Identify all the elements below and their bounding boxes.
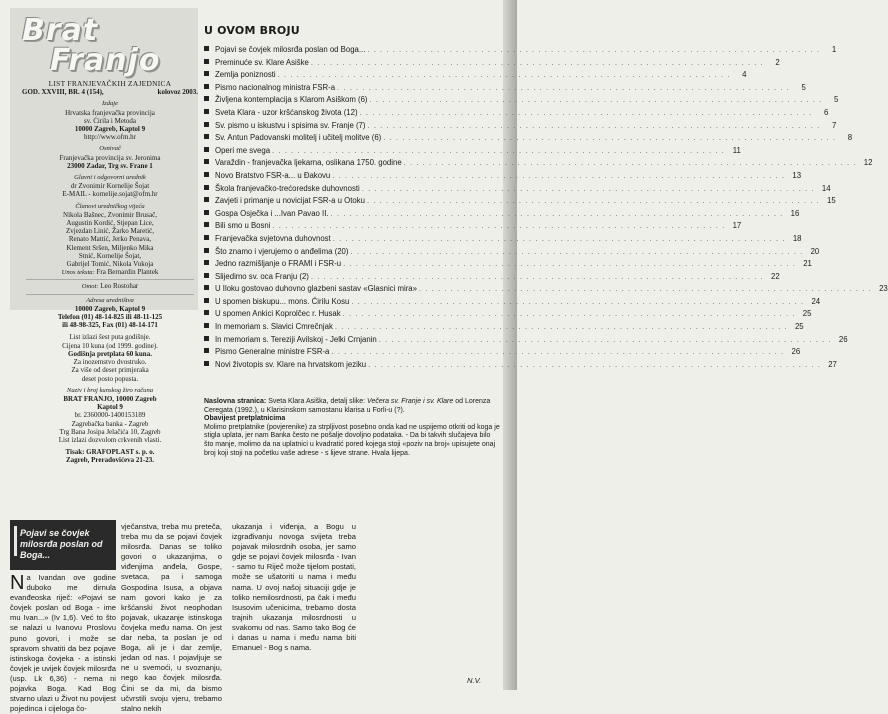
bullet-icon: [204, 361, 209, 366]
leader-dots: [343, 309, 796, 318]
toc-item-page: 17: [732, 221, 742, 231]
toc-item-page: 20: [810, 246, 820, 256]
publication-subtitle: LIST FRANJEVAČKIH ZAJEDNICA: [48, 79, 172, 88]
toc-item-title: Sv. pismo u iskustvu i spisima sv. Franje (7): [215, 120, 366, 130]
pretplata-line: deset posto popusta.: [81, 374, 139, 383]
toc-item[interactable]: [204, 359, 837, 373]
toc-item-title: Operi me svega: [215, 145, 271, 155]
article-headline-box: [10, 520, 116, 570]
toc-item-title: Jedno razmišljanje o FRAMI i FSR-u: [215, 259, 342, 269]
toc-item-title: Franjevačka svjetovna duhovnost: [215, 233, 331, 243]
toc-item-page: 26: [791, 347, 801, 357]
vijece-line: Klement Sršen, Miljenko Mika: [66, 243, 154, 252]
leader-dots: [333, 234, 786, 243]
toc-item-title: Življena kontemplacija s Klarom Asiškom (6): [215, 95, 368, 105]
racun-line: br. 2360000-1400153189: [74, 411, 146, 420]
toc-item-page: 5: [833, 95, 839, 105]
bullet-icon: [204, 159, 209, 164]
bullet-icon: [204, 336, 209, 341]
leader-dots: [332, 171, 785, 180]
article-column-2: [121, 522, 222, 714]
omot-line: Omot: Leo Rostohar: [81, 282, 139, 291]
toc-item-page: 5: [801, 82, 806, 92]
pretplata-line: Za više od deset primjeraka: [71, 366, 149, 375]
impressum: [22, 80, 198, 465]
toc-item[interactable]: [204, 145, 741, 159]
toc-item-title: U spomen Ankici Koprolčec r. Husak: [215, 309, 341, 319]
leader-dots: [368, 360, 821, 369]
toc-item-page: 4: [742, 70, 747, 80]
vijece-label: Članovi uredničkog vijeća: [75, 202, 145, 210]
toc-item-page: 2: [775, 57, 780, 67]
bullet-icon: [204, 197, 209, 202]
leader-dots: [311, 58, 764, 67]
toc-item-page: 27: [828, 359, 837, 369]
bullet-icon: [204, 59, 209, 64]
article-text-1: a Ivandan ove godine duboko me dirnula evanđeoska riječ: «Pojavi se čovjek poslan od Boga - ime mu Ivan...» (Iv 1,6). Već to što se nalazi u Ivanovu Proslovu puno govori, i može se spravom shvatiti da bez pojave istinskoga čovjeka - a istinski čovjek je uvijek čovjek milosrđa (usp. Lk 6,36) - nema ni pojavka Boga. Kad Bog stvarno ulazi u Život nu povijest pojedinca i cijeloga čo-: [10, 573, 116, 714]
racun-line: Trg Bana Josipa Jelačića 10, Zagreb: [59, 427, 161, 436]
leader-dots: [278, 70, 731, 79]
toc-item[interactable]: [204, 284, 888, 297]
bullet-icon: [204, 185, 209, 190]
leader-dots: [370, 95, 823, 104]
vijece-line: Renato Mattić, Jerko Penava,: [68, 235, 152, 244]
adresa-label: Adresa uredništva: [86, 296, 134, 304]
toc-item-title: Sv. Antun Padovanski molitelj i učitelj molitve (6): [215, 133, 382, 143]
urednik-label: Glavni i odgovorni urednik: [74, 174, 146, 182]
toc-item[interactable]: [204, 95, 839, 108]
racun-label: Naziv i broj kunskog žiro računa: [66, 386, 154, 394]
toc-item-title: Varaždin - franjevačka ljekarna, oslikana 1750. godine: [215, 158, 402, 168]
adresa-line: Telefon (01) 48-14-825 ili 48-11-125: [57, 313, 163, 322]
izdaje-line: Hrvatska franjevačka provincija: [65, 108, 155, 117]
toc-item-title: Pismo nacionalnog ministra FSR-a: [215, 82, 336, 92]
bullet-icon: [204, 122, 209, 127]
toc-item[interactable]: [204, 107, 829, 121]
notice-title: Obavijest pretplatnicima: [204, 415, 286, 423]
pretplata-line: Godišnja pretplata 60 kuna.: [68, 349, 152, 358]
toc-item[interactable]: [204, 208, 800, 222]
toc-item-title: In memoriam s. Tereziji Avilskoj - Jelki Crnjanin: [215, 334, 377, 344]
toc-item-title: Sveta Klara - uzor kršćanskog života (12): [215, 107, 358, 117]
izdaje-line: 10000 Zagreb, Kaptol 9: [74, 125, 146, 134]
toc-item-page: 26: [838, 334, 848, 344]
bullet-icon: [204, 172, 209, 177]
toc-item-page: 24: [811, 296, 821, 306]
toc-item-page: 7: [831, 120, 837, 130]
bullet-icon: [204, 310, 209, 315]
toc-item[interactable]: [204, 322, 804, 335]
osnivac-line: 23000 Zadar, Trg sv. Frane 1: [67, 161, 153, 170]
toc-item-title: Novo Bratstvo FSR-a... u Đakovu: [215, 170, 331, 180]
toc-item-title: In memoriam s. Slavici Cmrečnjak: [215, 322, 333, 332]
toc-item-title: Novi životopis sv. Klare na hrvatskom jeziku: [215, 359, 367, 369]
bullet-icon: [204, 298, 209, 303]
leader-dots: [362, 184, 815, 193]
izdaje-line: sv. Ćirila i Metoda: [83, 116, 137, 125]
toc-item[interactable]: [204, 296, 821, 310]
osnivac-label: Osnivač: [99, 145, 121, 153]
toc-item-page: 14: [821, 183, 831, 193]
leader-dots: [367, 45, 820, 54]
article-headline: Pojavi se čovjek milosrđa poslan od Boga...: [20, 528, 103, 560]
toc-item[interactable]: [204, 82, 806, 96]
toc-item-title: Bili smo u Bosni: [215, 221, 271, 231]
leader-dots: [272, 221, 725, 230]
leader-dots: [351, 297, 804, 306]
bullet-icon: [204, 273, 209, 278]
notice-text: Molimo pretplatnike (povjerenike) za strpljivost posebno onda kad ne uspijemo otkriti od koga je stigla uplata, jer nam Banka često ne pošalje dovoljno podataka. - Da bi takvih slučajeva bilo što manje, molimo da na uplatnici u kvadratić pored kojega stoji «poziv na broj» upisujete onaj broj koji stoji na početku vaše adrese - s lijeve strane. Hvala lijepa.: [204, 423, 500, 457]
toc-item[interactable]: [204, 133, 853, 146]
toc-item[interactable]: [204, 271, 780, 285]
leader-dots: [379, 335, 832, 344]
toc-item-title: U spomen biskupu... mons. Ćirilu Kosu: [215, 296, 350, 306]
painting-title: Večera sv. Franje i sv. Klare: [367, 398, 454, 405]
article-column-3: [232, 522, 356, 653]
toc-item-title: Zemlja poniznosti: [215, 70, 276, 80]
bullet-icon: [204, 348, 209, 353]
vijece-line: Augustin Kordić, Stjepan Lice,: [66, 219, 154, 228]
racun-line: Zagrebačka banka - Zagreb: [71, 419, 149, 428]
leader-dots: [337, 83, 790, 92]
toc-item[interactable]: [204, 120, 837, 134]
toc-item-page: 22: [770, 271, 780, 281]
bullet-icon: [204, 46, 209, 51]
izdaje-line: http://www.ofm.hr: [83, 133, 137, 142]
unos-line: Unos teksta: Fra Bernardin Plantek: [61, 268, 159, 277]
leader-dots: [367, 196, 820, 205]
leader-dots: [360, 108, 813, 117]
vijece-line: Stnić, Kornelije Šojat,: [78, 251, 142, 260]
pretplata-line: Cijena 10 kuna (od 1999. godine).: [62, 341, 158, 350]
bullet-icon: [204, 71, 209, 76]
vijece-line: Zvjezdan Linić, Žarko Maretić,: [65, 227, 155, 236]
toc-item[interactable]: [204, 45, 837, 58]
toc-item[interactable]: [204, 259, 812, 272]
leader-dots: [331, 209, 784, 218]
toc-item-title: Zavjeti i primanje u novicijat FSR-a u Otoku: [215, 196, 365, 206]
leader-dots: [350, 247, 803, 256]
toc-item-page: 13: [792, 170, 802, 180]
bullet-icon: [204, 323, 209, 328]
brat-franjo-logo: [22, 13, 197, 84]
tisak-line: Zagreb, Preradovićeva 21-23.: [65, 456, 154, 465]
toc-item-page: 21: [803, 259, 812, 269]
leader-dots: [419, 284, 872, 293]
toc-item[interactable]: [204, 309, 812, 322]
leader-dots: [368, 121, 821, 130]
toc-item-title: Slijedimo sv. oca Franju (2): [215, 271, 309, 281]
pretplata-line: Za inozemstvo dvostruko.: [73, 358, 147, 367]
bullet-icon: [204, 210, 209, 215]
toc-item[interactable]: [204, 158, 873, 171]
toc-item-page: 11: [732, 145, 741, 155]
toc-item-page: 15: [827, 196, 836, 206]
leader-dots: [383, 133, 836, 142]
bullet-icon: [204, 222, 209, 227]
logo-line-1: Brat: [22, 13, 99, 48]
leader-dots: [404, 158, 857, 167]
racun-line: List izlazi dozvolom crkvenih vlasti.: [58, 435, 162, 444]
bullet-icon: [204, 109, 209, 114]
article-column-1: [10, 573, 116, 714]
article-text-3: ukazanja i viđenja, a Bogu u izgrađivanju novoga svijeta treba pojavak milosrdnih osoba, jer samo gdje se pojavi čovjek milosrđa - Ivan - samo tu Riječ može tijelom postati, može se ušatoriti u nama i među nama. U ovoj našoj situaciji gdje je toliko nemilosrdnosti, pa čak i među Isusovim učenicima, trebamo dosta trajnih ukazanja milosrdnosti u svakomu od nas. Samo tako Bog će i danas u nama i među nama biti Emanuel - Bog s nama.: [232, 522, 356, 653]
toc-item-page: 18: [792, 233, 802, 243]
izdaje-label: Izdaje: [101, 100, 119, 108]
toc-item-title: U Iloku gostovao duhovno glazbeni sastav «Glasnici mira»: [215, 284, 417, 294]
toc-item-title: Gospa Osječka i ...Ivan Pavao II.: [215, 208, 329, 218]
toc-item-page: 25: [794, 322, 804, 332]
tisak-line: Tisak: GRAFOPLAST s. p. o.: [65, 448, 155, 457]
toc-title: U OVOM BROJU: [204, 24, 300, 37]
toc-item-page: 1: [831, 45, 837, 54]
racun-line: BRAT FRANJO, 10000 Zagreb: [63, 394, 157, 403]
masthead-box: [10, 8, 198, 465]
cover-caption: Naslovna stranica: Sveta Klara Asiška, detalj slike: Večera sv. Franje i sv. Klare od Lorenza Ceregata (1992.), u Klarisinskom samostanu klarisa u Forli-u (?).: [204, 398, 491, 414]
racun-line: Kaptol 9: [97, 403, 123, 412]
toc-item[interactable]: [204, 334, 848, 348]
toc-item-title: Pismo Generalne ministre FSR-a: [215, 347, 330, 357]
bullet-icon: [204, 84, 209, 89]
toc-item[interactable]: [204, 246, 820, 260]
issue-line: [22, 88, 198, 96]
toc-item-page: 23: [879, 284, 888, 294]
bullet-icon: [204, 96, 209, 101]
toc-item-page: 6: [824, 107, 829, 117]
logo-line-2: Franjo: [50, 43, 161, 78]
issue-date: kolovoz 2003.: [157, 88, 198, 97]
osnivac-line: Franjevačka provincija sv. Jeronima: [59, 153, 161, 162]
toc-item[interactable]: [204, 347, 801, 360]
bullet-icon: [204, 134, 209, 139]
leader-dots: [311, 272, 764, 281]
toc-item[interactable]: [204, 170, 802, 184]
toc-item-title: Škola franjevačko-trećoredske duhovnosti: [215, 183, 360, 193]
toc-item[interactable]: [204, 221, 742, 234]
toc-list: [204, 45, 888, 372]
toc-item-page: 12: [863, 158, 873, 168]
urednik-line: E-MAIL - kornelije.sojat@ofm.hr: [62, 190, 158, 199]
pretplata-line: List izlazi šest puta godišnje.: [69, 333, 151, 342]
leader-dots: [331, 347, 784, 356]
issue-number: GOD. XXVIII, BR. 4 (154),: [22, 88, 104, 97]
toc-item-title: Pojavi se čovjek milosrđa poslan od Boga...: [215, 45, 366, 54]
vijece-line: Gabrijel Tomić, Nikola Vukoja: [66, 260, 154, 269]
bullet-icon: [204, 235, 209, 240]
adresa-line: ili 48-98-325, Fax (01) 48-14-171: [62, 321, 158, 330]
leader-dots: [272, 146, 725, 155]
headline-bar: [14, 526, 17, 556]
cover-note: [204, 398, 500, 458]
urednik-line: dr Zvonimir Kornelije Šojat: [70, 182, 150, 191]
bullet-icon: [204, 147, 209, 152]
table-of-contents: [204, 24, 888, 372]
adresa-line: 10000 Zagreb, Kaptol 9: [74, 304, 146, 313]
toc-item[interactable]: [204, 196, 836, 209]
leader-dots: [343, 259, 796, 268]
toc-item-page: 16: [790, 208, 800, 218]
bullet-icon: [204, 248, 209, 253]
bullet-icon: [204, 285, 209, 290]
vijece-line: Nikola Bašnec, Zvonimir Brusač,: [63, 210, 157, 219]
toc-item-title: Što znamo i vjerujemo o anđelima (20): [215, 246, 349, 256]
article-text-2: vječanstva, treba mu preteča, treba mu da se pojavi čovjek milosrđa. Danas se toliko govori o ukazanjima, o viđenjima anđela, Gospe, svetaca, pa i samoga Gospodina Isusa, a objava nam govori kako je za kršćanski život neophodan pojavak, ukazanje istinskoga čovjeka među nama. On jest dar neba, ta poslan je od Boga, ali je i dar zemlje, jedan od nas. I pojavljuje se ne u svemoći, u svoznanju, nego kao čovjek milosrđa. Čini se da mi, da bismo učvrstili svoju vjeru, trebamo stalno nekih: [121, 522, 222, 713]
toc-item[interactable]: [204, 57, 780, 71]
toc-item[interactable]: [204, 233, 802, 247]
cover-label: Naslovna stranica:: [204, 398, 267, 405]
bullet-icon: [204, 260, 209, 265]
toc-item[interactable]: [204, 183, 831, 197]
article-signature: N.V.: [467, 676, 482, 685]
toc-item-page: 8: [847, 133, 853, 143]
leader-dots: [335, 322, 788, 331]
toc-item-page: 25: [802, 309, 812, 319]
toc-item[interactable]: [204, 70, 747, 83]
drop-cap: N: [10, 572, 25, 594]
toc-item-title: Preminuće sv. Klare Asiške: [215, 57, 309, 67]
